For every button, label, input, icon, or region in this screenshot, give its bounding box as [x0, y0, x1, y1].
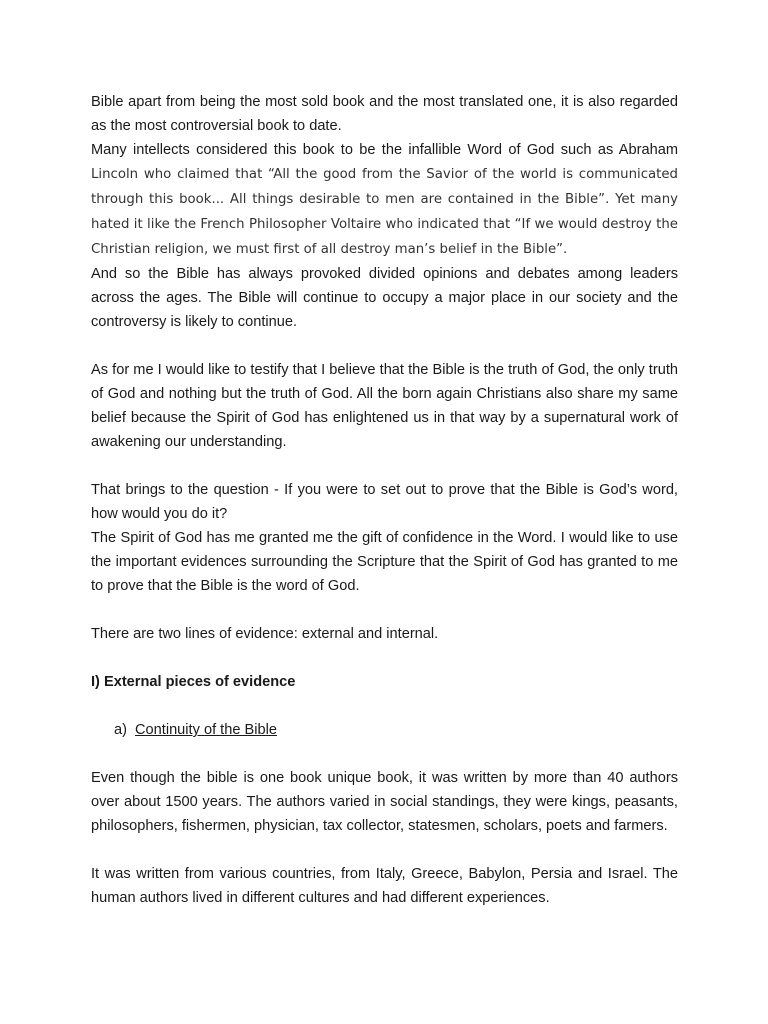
- paragraph-quotes-lincoln: Lincoln who claimed that “All the good from the Savior of the world is communicated through this book... All things desirable to men are contained in the Bible”. Yet many hated it like the French Philosopher Voltaire who indicated that “If we would destroy the Christian religion, we must first of all destroy man’s belief in the Bible”.: [91, 167, 678, 257]
- subsection-title: Continuity of the Bible: [135, 722, 277, 738]
- paragraph-gap: [91, 334, 678, 358]
- paragraph-gap: [91, 742, 678, 766]
- subsection-marker: a): [114, 722, 127, 738]
- paragraph-debates: And so the Bible has always provoked divided opinions and debates among leaders across the ages. The Bible will continue to occupy a major place in our society and the controversy is likely to continue.: [91, 266, 678, 330]
- paragraph-lines-of-evidence: There are two lines of evidence: external and internal.: [91, 626, 439, 642]
- section-heading: I) External pieces of evidence: [91, 674, 296, 690]
- paragraph-intro: Bible apart from being the most sold book and the most translated one, it is also regarded as the most controversial book to date.: [91, 94, 678, 134]
- paragraph-gap: [91, 598, 678, 622]
- paragraph-gap: [91, 646, 678, 670]
- paragraph-authors: Even though the bible is one book unique book, it was written by more than 40 authors over about 1500 years. The authors varied in social standings, they were kings, peasants, philosophers, fishermen, physician, tax collector, statesmen, scholars, poets and farmers.: [91, 770, 678, 834]
- paragraph-gap: [91, 694, 678, 718]
- paragraph-question: That brings to the question - If you were to set out to prove that the Bible is God’s word, how would you do it?: [91, 482, 678, 522]
- paragraph-confidence: The Spirit of God has me granted me the gift of confidence in the Word. I would like to use the important evidences surrounding the Scripture that the Spirit of God has granted to me to prove that the Bible is the word of God.: [91, 530, 678, 594]
- paragraph-gap: [91, 454, 678, 478]
- paragraph-gap: [91, 838, 678, 862]
- subsection-heading: [91, 718, 678, 742]
- paragraph-quotes-start: Many intellects considered this book to be the infallible Word of God such as Abraham: [91, 142, 678, 158]
- paragraph-quotes: [91, 138, 678, 262]
- paragraph-testimony: As for me I would like to testify that I believe that the Bible is the truth of God, the only truth of God and nothing but the truth of God. All the born again Christians also share my same belief because the Spirit of God has enlightened us in that way by a supernatural work of awakening our understanding.: [91, 362, 678, 450]
- paragraph-countries: It was written from various countries, from Italy, Greece, Babylon, Persia and Israel. The human authors lived in different cultures and had different experiences.: [91, 866, 678, 906]
- document-page: [91, 90, 678, 910]
